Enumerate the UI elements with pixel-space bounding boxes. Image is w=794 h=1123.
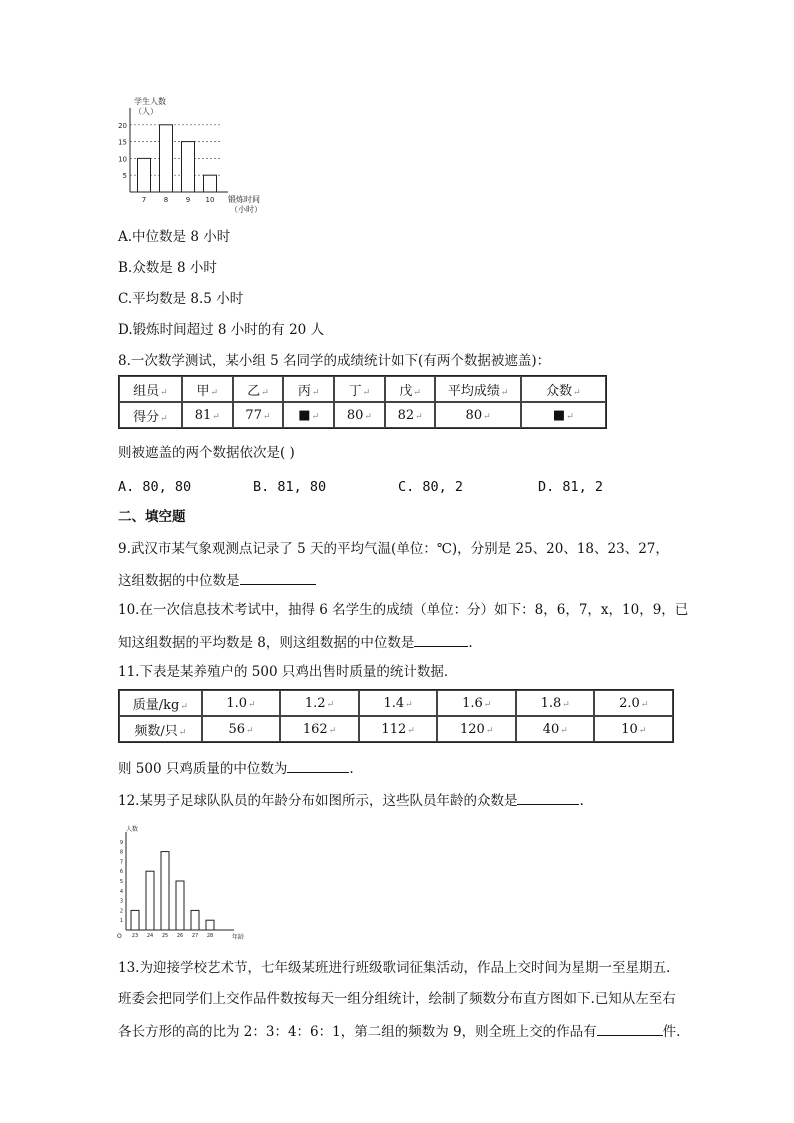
table-cell: 120↵ (437, 716, 516, 742)
table-cell: 80↵ (435, 402, 520, 428)
chart2-y-tick-label: 8 (119, 849, 123, 856)
q7-option-d: D.锻炼时间超过 8 小时的有 20 人 (118, 322, 325, 338)
table-header-cell: 戊↵ (385, 376, 436, 402)
answer-blank (597, 1021, 663, 1036)
table-header-cell: 丙↵ (283, 376, 334, 402)
q9-line1: 9.武汉市某气象观测点记录了 5 天的平均气温(单位：℃)，分别是 25、20、18、23、27， (118, 541, 669, 557)
q13-line2: 班委会把同学们上交作品件数按每天一组分组统计，绘制了频数分布直方图如下.已知从左至右 (118, 991, 676, 1007)
table-cell: 1.8↵ (516, 690, 594, 716)
q7-option-b: B.众数是 8 小时 (118, 260, 217, 276)
chart2-bar (161, 852, 169, 930)
table-row-label: 频数/只↵ (119, 716, 202, 742)
chart2-x-tick-label: 26 (176, 933, 184, 939)
chart1-y-tick-label: 5 (122, 172, 127, 181)
chart1-bar (138, 158, 151, 192)
q11-stem: 11.下表是某养殖户的 500 只鸡出售时质量的统计数据． (118, 664, 458, 680)
chart2-y-tick-label: 2 (119, 908, 123, 915)
chart1-x-tick-label: 7 (141, 196, 147, 204)
q8-option-c: C. 80, 2 (398, 479, 464, 495)
q11-weight-row (119, 690, 673, 716)
chart1-bar (160, 125, 173, 192)
table-cell: 1.0↵ (202, 690, 280, 716)
table-header-cell: 丁↵ (334, 376, 385, 402)
chart2-x-tick-label: 24 (146, 933, 154, 939)
chart2-y-tick-label: 7 (119, 859, 123, 866)
chart2-origin: O (117, 933, 122, 940)
chart2-x-tick-label: 25 (161, 933, 169, 939)
table-cell: 162↵ (280, 716, 359, 742)
chart1-ylabel: 学生人数 (134, 97, 166, 106)
table-cell: 77↵ (233, 402, 284, 428)
chart1-y-tick-label: 10 (118, 155, 127, 164)
chart2-ylabel: 人数 (126, 826, 139, 833)
chart2-bar (131, 910, 139, 930)
table-cell: 82↵ (385, 402, 436, 428)
q13-line3: 各长方形的高的比为 2：3：4：6：1，第二组的频数为 9，则全班上交的作品有 件. (118, 1021, 680, 1041)
q11-answer: 则 500 只鸡质量的中位数为 . (118, 758, 354, 778)
chart2-x-tick-label: 23 (131, 933, 139, 939)
chart2-y-tick-label: 5 (119, 879, 123, 885)
table-cell: 56↵ (202, 716, 280, 742)
q8-option-b: B. 81, 80 (253, 479, 327, 495)
table-cell: ■↵ (521, 402, 606, 428)
table-cell: 1.4↵ (359, 690, 438, 716)
table-cell: 81↵ (182, 402, 233, 428)
table-cell: 112↵ (359, 716, 438, 742)
chart2-bar (176, 881, 184, 930)
table-cell: ■↵ (283, 402, 334, 428)
chart1-x-tick-label: 9 (185, 196, 191, 204)
table-cell: 1.2↵ (280, 690, 359, 716)
chart2-xlabel: 年龄 (232, 934, 245, 941)
table-header-cell: 平均成绩↵ (435, 376, 520, 402)
chart2-y-tick-label: 9 (119, 839, 123, 846)
q7-option-a: A.中位数是 8 小时 (118, 229, 231, 245)
q7-option-c: C.平均数是 8.5 小时 (118, 291, 244, 307)
table-cell: 80↵ (334, 402, 385, 428)
chart2-y-tick-label: 1 (119, 918, 123, 925)
q10-line1: 10.在一次信息技术考试中，抽得 6 名学生的成绩（单位：分）如下：8，6，7，x，10，9，已 (118, 602, 689, 618)
q12-stem: 12.某男子足球队队员的年龄分布如图所示，这些队员年龄的众数是 . (118, 790, 584, 810)
chart1-xlabel-unit: （小时） (230, 205, 262, 214)
chart2-bar (206, 920, 214, 930)
chart1-bar (204, 175, 217, 192)
q8-option-d: D. 81, 2 (538, 479, 604, 495)
chart1-y-tick-label: 20 (118, 121, 127, 130)
chart1-x-tick-label: 8 (163, 196, 169, 204)
q8-score-row (119, 402, 606, 428)
answer-blank (517, 790, 579, 805)
q8-question: 则被遮盖的两个数据依次是( ) (118, 445, 295, 461)
chart2-x-tick-label: 27 (191, 933, 199, 939)
q8-score-table (118, 375, 607, 429)
table-row-label: 得分↵ (119, 402, 182, 428)
table-header-cell: 甲↵ (182, 376, 233, 402)
exercise-time-bar-chart (112, 94, 272, 220)
chart1-bar (182, 142, 195, 192)
table-cell: 40↵ (516, 716, 594, 742)
chart2-y-tick-label: 6 (119, 869, 123, 876)
q11-weight-table (118, 689, 674, 743)
table-cell: 2.0↵ (594, 690, 673, 716)
table-header-cell: 组员↵ (119, 376, 182, 402)
answer-blank (414, 632, 468, 647)
chart2-bar (146, 871, 154, 930)
age-distribution-bar-chart (114, 822, 264, 944)
q13-line1: 13.为迎接学校艺术节，七年级某班进行班级歌词征集活动，作品上交时间为星期一至星期五. (118, 960, 671, 976)
chart2-y-tick-label: 3 (119, 898, 123, 905)
table-header-cell: 众数↵ (521, 376, 606, 402)
table-row-label: 质量/kg↵ (119, 690, 202, 716)
q8-stem: 8.一次数学测试，某小组 5 名同学的成绩统计如下(有两个数据被遮盖)： (118, 353, 551, 369)
q9-line2: 这组数据的中位数是 (118, 570, 316, 590)
chart1-x-tick-label: 10 (205, 196, 215, 204)
chart1-y-tick-label: 15 (118, 138, 127, 147)
answer-blank (287, 758, 349, 773)
q8-option-a: A. 80, 80 (118, 479, 192, 495)
table-cell: 10↵ (594, 716, 673, 742)
table-header-cell: 乙↵ (233, 376, 284, 402)
chart1-ylabel-unit: （人） (134, 107, 158, 116)
table-cell: 1.6↵ (437, 690, 516, 716)
q11-frequency-row (119, 716, 673, 742)
q10-line2: 知这组数据的平均数是 8，则这组数据的中位数是 . (118, 632, 473, 652)
chart2-x-tick-label: 28 (206, 933, 214, 939)
chart2-bar (191, 910, 199, 930)
chart1-xlabel: 锻炼时间 (228, 195, 260, 204)
answer-blank (240, 570, 316, 585)
q8-header-row (119, 376, 606, 402)
chart2-y-tick-label: 4 (119, 888, 123, 895)
section-title: 二、填空题 (118, 509, 186, 525)
